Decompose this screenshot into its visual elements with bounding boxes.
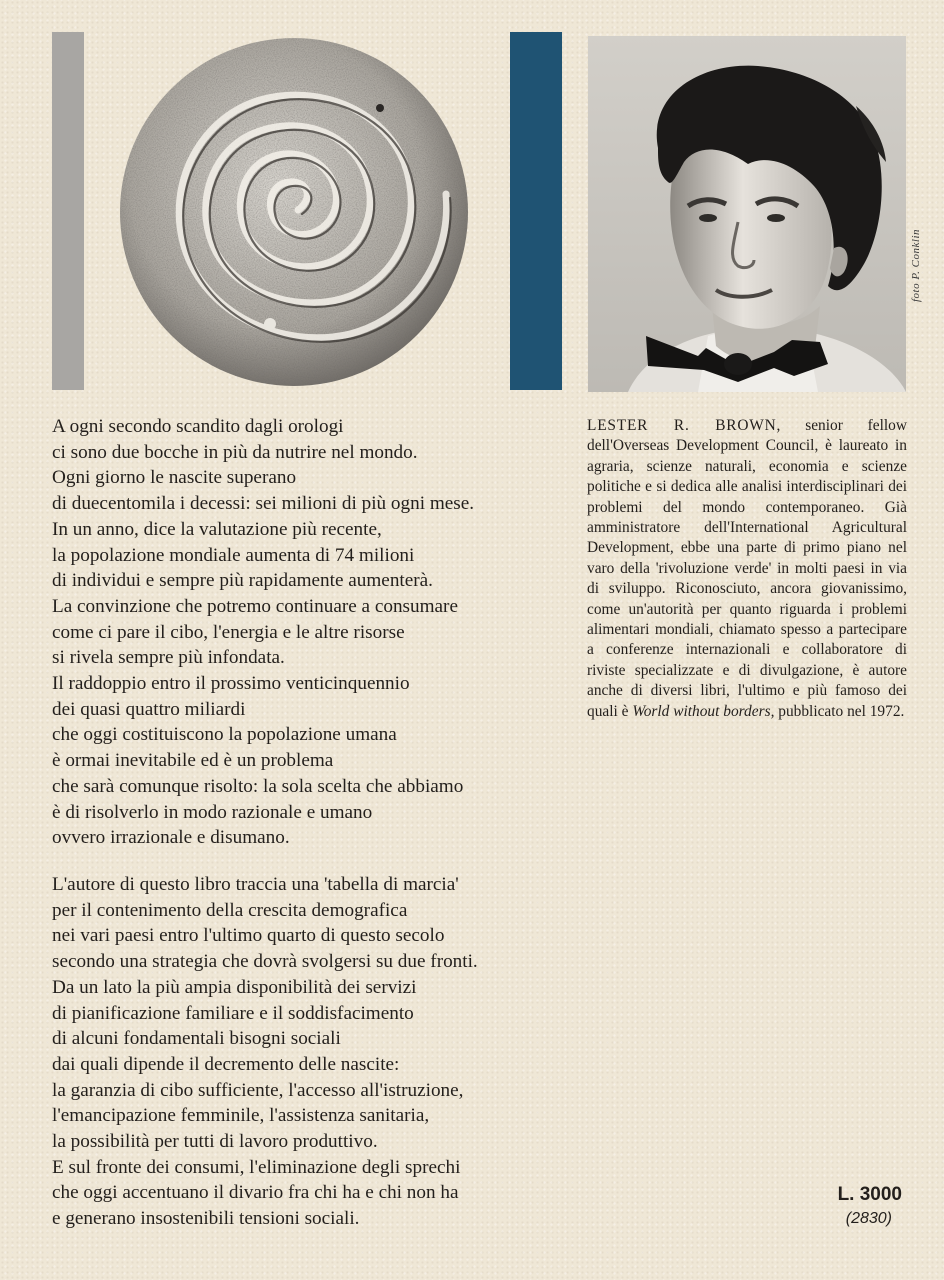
intro-line: è ormai inevitabile ed è un problema bbox=[52, 750, 334, 772]
intro-line: La convinzione che potremo continuare a consumare bbox=[52, 595, 458, 617]
book-title: World without borders, bbox=[632, 702, 775, 720]
catalog-number: (2830) bbox=[845, 1210, 892, 1227]
strategy-line: di alcuni fondamentali bisogni sociali bbox=[52, 1028, 341, 1050]
intro-line: di duecentomila i decessi: sei milioni di più ogni mese. bbox=[52, 493, 475, 515]
intro-line: dei quasi quattro miliardi bbox=[52, 698, 246, 720]
strategy-line: secondo una strategia che dovrà svolgersi su due fronti. bbox=[52, 951, 478, 973]
strategy-line: L'autore di questo libro traccia una 'tabella di marcia' bbox=[52, 874, 459, 895]
author-name: LESTER R. BROWN bbox=[587, 417, 777, 434]
strategy-line: la possibilità per tutti di lavoro produttivo. bbox=[52, 1131, 378, 1153]
intro-line: che sarà comunque risolto: la sola scelta che abbiamo bbox=[52, 775, 464, 797]
bio-text: , senior fellow dell'Overseas Development Council, è laureato in agraria, scienze naturali, economia e scienze politiche e si dedica alle analisi interdisciplinari dei problemi del mondo contemporaneo. Già amministratore dell'International Agricultural Development, ebbe una parte di primo piano nel varo della 'rivoluzione verde' in molti paesi in via di sviluppo. Riconosciuto, ancora giovanissimo, come un'autorità per quanto riguarda i problemi alimentari mondiali, chiamato spesso a partecipare a conferenze internazionali e collaboratore di riviste specializzate e di divulgazione, è autore anche di diversi libri, l'ultimo e più famoso dei quali è bbox=[587, 417, 907, 720]
intro-line: si rivela sempre più infondata. bbox=[52, 647, 285, 669]
bio-text-end: pubblicato nel 1972. bbox=[774, 702, 905, 720]
gray-decorative-bar bbox=[52, 32, 84, 390]
intro-line: che oggi costituiscono la popolazione umana bbox=[52, 724, 397, 746]
author-portrait-photo bbox=[588, 36, 906, 392]
price-label: L. 3000 bbox=[837, 1184, 902, 1205]
intro-line: Il raddoppio entro il prossimo venticinquennio bbox=[52, 673, 410, 695]
strategy-line: nei vari paesi entro l'ultimo quarto di questo secolo bbox=[52, 925, 445, 947]
strategy-line: di pianificazione familiare e il soddisfacimento bbox=[52, 1002, 414, 1024]
photo-credit: foto P. Conklin bbox=[910, 229, 922, 302]
blue-decorative-bar bbox=[510, 32, 562, 390]
strategy-line: E sul fronte dei consumi, l'eliminazione degli sprechi bbox=[52, 1156, 461, 1178]
strategy-paragraph bbox=[52, 872, 582, 1232]
intro-line: Ogni giorno le nascite superano bbox=[52, 467, 297, 489]
author-bio bbox=[587, 416, 907, 722]
intro-line: di individui e sempre più rapidamente aumenterà. bbox=[52, 570, 433, 592]
intro-line: A ogni secondo scandito dagli orologi bbox=[52, 416, 344, 437]
strategy-line: Da un lato la più ampia disponibilità dei servizi bbox=[52, 976, 417, 998]
intro-paragraph bbox=[52, 414, 572, 851]
intro-line: ci sono due bocche in più da nutrire nel mondo. bbox=[52, 441, 418, 463]
intro-line: come ci pare il cibo, l'energia e le altre risorse bbox=[52, 621, 405, 643]
strategy-line: per il contenimento della crescita demografica bbox=[52, 899, 408, 921]
strategy-line: e generano insostenibili tensioni sociali. bbox=[52, 1208, 360, 1230]
intro-line: è di risolverlo in modo razionale e umano bbox=[52, 801, 373, 823]
strategy-line: la garanzia di cibo sufficiente, l'accesso all'istruzione, bbox=[52, 1079, 464, 1101]
intro-line: ovvero irrazionale e disumano. bbox=[52, 827, 290, 849]
spiral-illustration bbox=[112, 34, 472, 390]
intro-line: la popolazione mondiale aumenta di 74 milioni bbox=[52, 544, 415, 566]
intro-line: In un anno, dice la valutazione più recente, bbox=[52, 518, 382, 540]
strategy-line: dai quali dipende il decremento delle nascite: bbox=[52, 1053, 400, 1075]
strategy-line: che oggi accentuano il divario fra chi ha e chi non ha bbox=[52, 1182, 459, 1204]
strategy-line: l'emancipazione femminile, l'assistenza sanitaria, bbox=[52, 1105, 430, 1127]
